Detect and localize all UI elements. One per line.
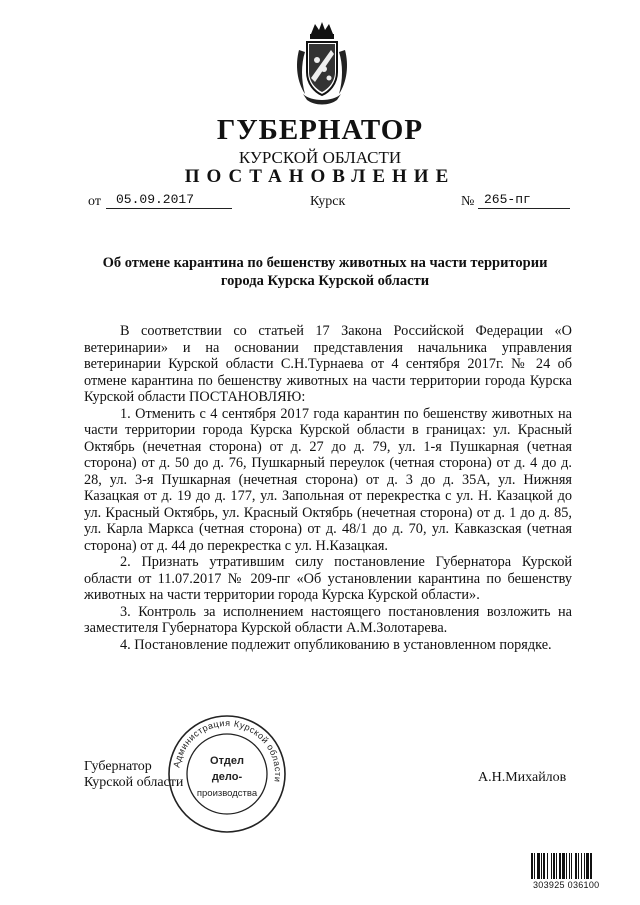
heading-line-2: города Курска Курской области xyxy=(220,273,430,289)
issuer-title: ГУБЕРНАТОР xyxy=(216,114,424,146)
date-label: от xyxy=(88,194,101,209)
number-label: № xyxy=(461,194,475,209)
date-underline xyxy=(106,208,232,209)
body-preamble: В соответствии со статьей 17 Закона Российской Федерации «О ветеринарии» и на основании представления начальника управления ветеринарии Курской области С.Н.Турнаева от 4 сентября 2017г. № 24 об отмене карантина по бешенству животных на части территории города Курска Курской области ПОСТАНОВЛЯЮ: xyxy=(84,323,572,405)
body-clause-4: 4. Постановление подлежит опубликованию в установленном порядке. xyxy=(120,636,552,653)
stamp-center-line-1: Отдел xyxy=(210,755,244,767)
number-underline xyxy=(478,208,570,209)
body-clause-3: 3. Контроль за исполнением настоящего постановления возложить на заместителя Губернатора Курской области А.М.Золотарева. xyxy=(84,603,572,636)
stamp-ring-text: Администрация Курской области xyxy=(171,717,284,784)
heading-line-1: Об отмене карантина по бешенству животных на части территории xyxy=(102,255,548,271)
document-body xyxy=(84,323,572,653)
document-number: 265-пг xyxy=(484,192,531,207)
barcode-icon xyxy=(530,853,610,883)
document-date: 05.09.2017 xyxy=(116,192,195,207)
stamp-center-line-2: дело- xyxy=(211,771,243,783)
document-city: Курск xyxy=(310,194,346,209)
signatory-position-line-1: Губернатор xyxy=(84,759,152,774)
body-clause-1: 1. Отменить с 4 сентября 2017 года карантин по бешенству животных на части территории города Курска Курской области в границах: ул. Красный Октябрь (нечетная сторона) от д. 27 до д. 79, ул. 1-я Пушкарная (четная сторона) от д. 50 до д. 76, Пушкарный переулок (четная сторона) от д. 4 до д. 28, ул. 3-я Пушкарная (нечетная сторона) от д. 3 до д. 35А, ул. Нижняя Казацкая от д. 19 до д. 177, ул. Запольная от перекрестка с ул. Н. Казацкой до ул. Красный Октябрь, ул. Красный Октябрь (нечетная сторона) от д. 1 до д. 85, ул. Карла Маркса (четная сторона) от д. 48/1 до д. 70, ул. Кавказская (четная сторона) от д. 44 до перекрестка с ул. Н.Казацкая. xyxy=(84,405,572,554)
body-clause-2: 2. Признать утратившим силу постановление Губернатора Курской области от 11.07.2017 № 209-пг «Об установлении карантина по бешенству животных на части территории города Курска Курской области». xyxy=(84,554,572,603)
document-type: ПОСТАНОВЛЕНИЕ xyxy=(184,166,456,187)
stamp-center-line-3: производства xyxy=(196,788,258,799)
document-heading xyxy=(80,254,570,290)
coat-of-arms-icon xyxy=(293,20,351,108)
barcode-number: 303925 036100 xyxy=(533,880,600,890)
signatory-position-line-2: Курской области xyxy=(84,775,184,790)
issuer-region: КУРСКОЙ ОБЛАСТИ xyxy=(238,148,402,167)
signatory-name: А.Н.Михайлов xyxy=(478,770,567,785)
office-stamp xyxy=(165,712,289,836)
